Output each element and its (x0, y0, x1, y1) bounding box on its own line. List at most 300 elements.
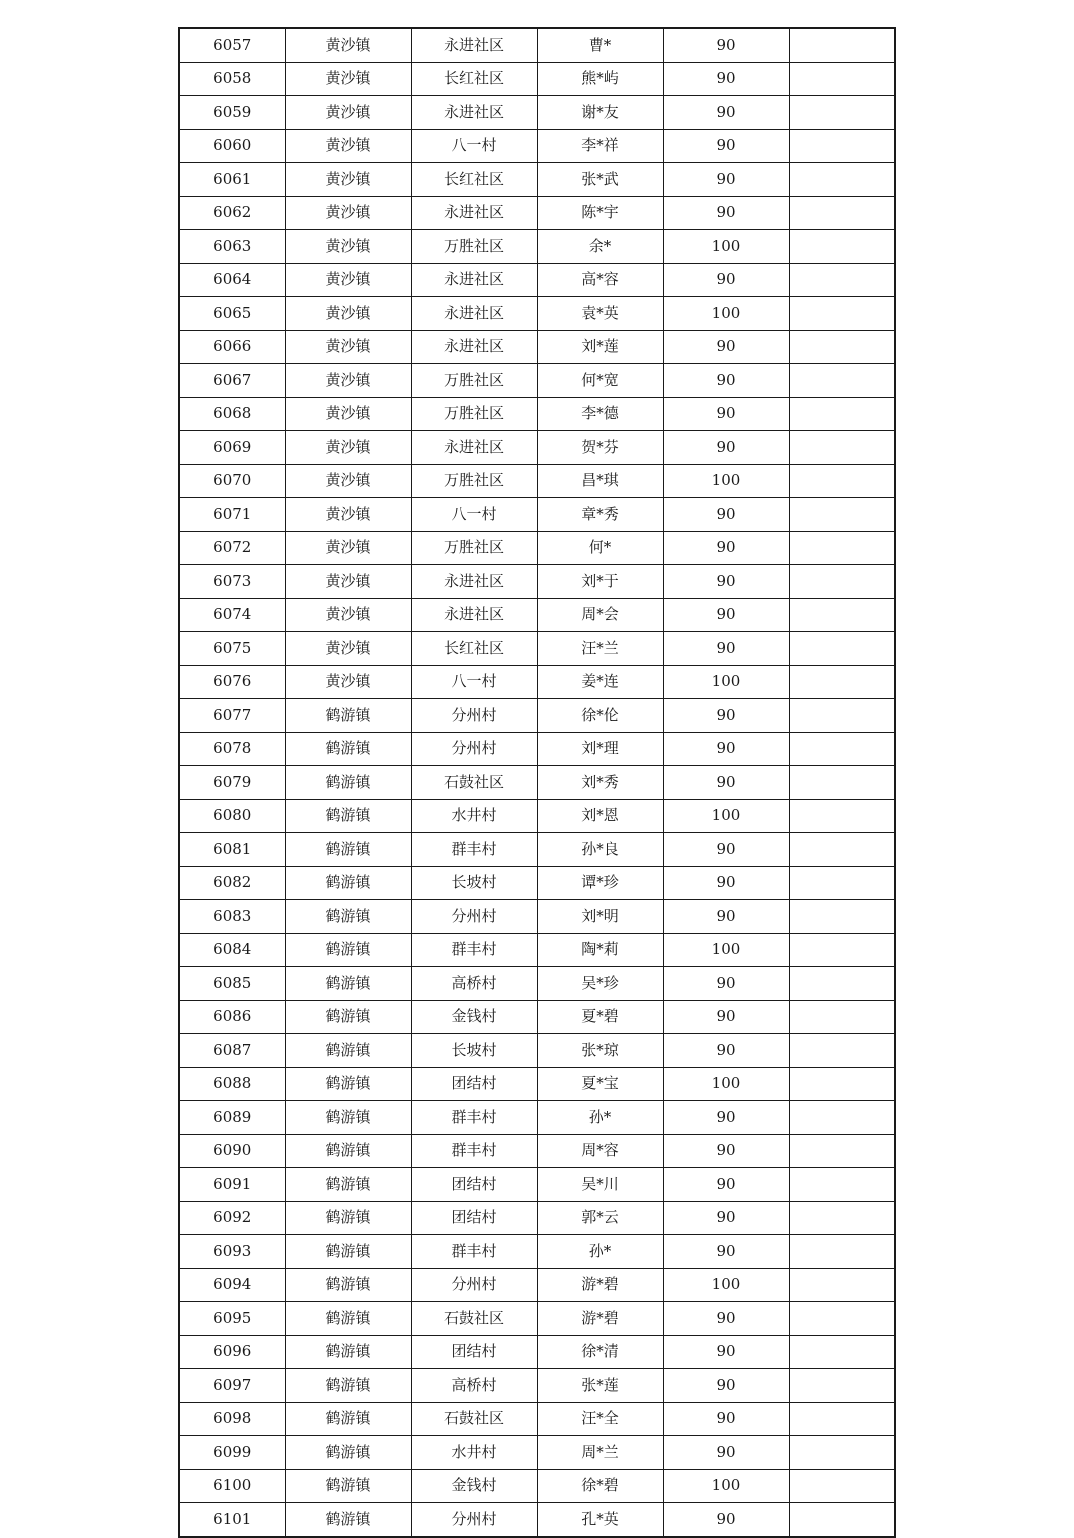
cell-amount: 90 (663, 1168, 789, 1202)
cell-amount: 100 (663, 1469, 789, 1503)
cell-amount: 90 (663, 163, 789, 197)
cell-amount: 100 (663, 665, 789, 699)
cell-town: 黄沙镇 (285, 565, 411, 599)
table-row (179, 866, 895, 900)
table-row (179, 766, 895, 800)
cell-amount: 90 (663, 196, 789, 230)
cell-town: 鹤游镇 (285, 1436, 411, 1470)
cell-remark (789, 933, 895, 967)
table-row (179, 1436, 895, 1470)
cell-village: 长红社区 (411, 632, 537, 666)
cell-remark (789, 866, 895, 900)
cell-name: 孔*英 (537, 1503, 663, 1537)
cell-remark (789, 397, 895, 431)
cell-village: 团结村 (411, 1201, 537, 1235)
cell-remark (789, 297, 895, 331)
cell-village: 长坡村 (411, 1034, 537, 1068)
cell-amount: 90 (663, 833, 789, 867)
table-row (179, 28, 895, 62)
cell-serial-number: 6063 (179, 230, 285, 264)
table-row (179, 967, 895, 1001)
cell-amount: 90 (663, 1302, 789, 1336)
cell-town: 鹤游镇 (285, 866, 411, 900)
cell-village: 高桥村 (411, 1369, 537, 1403)
cell-remark (789, 1436, 895, 1470)
cell-serial-number: 6082 (179, 866, 285, 900)
cell-town: 黄沙镇 (285, 28, 411, 62)
cell-remark (789, 1335, 895, 1369)
cell-remark (789, 62, 895, 96)
cell-serial-number: 6072 (179, 531, 285, 565)
cell-name: 周*兰 (537, 1436, 663, 1470)
cell-remark (789, 96, 895, 130)
cell-amount: 90 (663, 598, 789, 632)
cell-amount: 90 (663, 1235, 789, 1269)
cell-town: 黄沙镇 (285, 632, 411, 666)
cell-amount: 90 (663, 397, 789, 431)
table-row (179, 1034, 895, 1068)
cell-name: 吴*川 (537, 1168, 663, 1202)
cell-serial-number: 6079 (179, 766, 285, 800)
cell-amount: 90 (663, 1000, 789, 1034)
cell-serial-number: 6067 (179, 364, 285, 398)
cell-serial-number: 6065 (179, 297, 285, 331)
table-row (179, 632, 895, 666)
cell-amount: 90 (663, 565, 789, 599)
cell-town: 鹤游镇 (285, 900, 411, 934)
cell-serial-number: 6064 (179, 263, 285, 297)
cell-name: 姜*连 (537, 665, 663, 699)
table-row (179, 1503, 895, 1537)
table-row (179, 1134, 895, 1168)
cell-town: 黄沙镇 (285, 96, 411, 130)
cell-village: 八一村 (411, 129, 537, 163)
cell-amount: 90 (663, 129, 789, 163)
cell-name: 张*琼 (537, 1034, 663, 1068)
cell-remark (789, 665, 895, 699)
cell-town: 黄沙镇 (285, 464, 411, 498)
cell-village: 永进社区 (411, 263, 537, 297)
cell-serial-number: 6101 (179, 1503, 285, 1537)
cell-town: 鹤游镇 (285, 799, 411, 833)
cell-serial-number: 6069 (179, 431, 285, 465)
cell-village: 石鼓社区 (411, 1302, 537, 1336)
cell-amount: 100 (663, 1067, 789, 1101)
cell-amount: 90 (663, 531, 789, 565)
cell-village: 金钱村 (411, 1469, 537, 1503)
cell-remark (789, 598, 895, 632)
cell-town: 黄沙镇 (285, 665, 411, 699)
cell-name: 贺*芬 (537, 431, 663, 465)
cell-remark (789, 1000, 895, 1034)
cell-town: 黄沙镇 (285, 297, 411, 331)
cell-remark (789, 1369, 895, 1403)
cell-remark (789, 699, 895, 733)
cell-remark (789, 900, 895, 934)
cell-name: 李*祥 (537, 129, 663, 163)
cell-amount: 90 (663, 96, 789, 130)
cell-serial-number: 6059 (179, 96, 285, 130)
cell-remark (789, 196, 895, 230)
cell-town: 鹤游镇 (285, 933, 411, 967)
cell-serial-number: 6084 (179, 933, 285, 967)
cell-village: 永进社区 (411, 196, 537, 230)
cell-town: 鹤游镇 (285, 1302, 411, 1336)
table-body (179, 28, 895, 1537)
cell-serial-number: 6060 (179, 129, 285, 163)
cell-town: 鹤游镇 (285, 1402, 411, 1436)
cell-name: 李*德 (537, 397, 663, 431)
cell-serial-number: 6091 (179, 1168, 285, 1202)
cell-remark (789, 1235, 895, 1269)
cell-village: 群丰村 (411, 1235, 537, 1269)
cell-town: 鹤游镇 (285, 699, 411, 733)
cell-name: 徐*清 (537, 1335, 663, 1369)
table-row (179, 1067, 895, 1101)
cell-serial-number: 6100 (179, 1469, 285, 1503)
table-row (179, 297, 895, 331)
cell-town: 鹤游镇 (285, 1268, 411, 1302)
cell-town: 鹤游镇 (285, 967, 411, 1001)
cell-name: 袁*英 (537, 297, 663, 331)
table-row (179, 799, 895, 833)
cell-serial-number: 6094 (179, 1268, 285, 1302)
cell-amount: 90 (663, 1369, 789, 1403)
cell-amount: 90 (663, 967, 789, 1001)
cell-serial-number: 6058 (179, 62, 285, 96)
cell-name: 章*秀 (537, 498, 663, 532)
cell-name: 刘*秀 (537, 766, 663, 800)
cell-village: 永进社区 (411, 330, 537, 364)
cell-remark (789, 1067, 895, 1101)
cell-village: 团结村 (411, 1067, 537, 1101)
cell-serial-number: 6071 (179, 498, 285, 532)
cell-village: 八一村 (411, 498, 537, 532)
cell-name: 曹* (537, 28, 663, 62)
cell-name: 何*宽 (537, 364, 663, 398)
cell-serial-number: 6087 (179, 1034, 285, 1068)
cell-amount: 100 (663, 464, 789, 498)
cell-serial-number: 6081 (179, 833, 285, 867)
table-row (179, 330, 895, 364)
table-row (179, 732, 895, 766)
cell-remark (789, 28, 895, 62)
cell-town: 黄沙镇 (285, 364, 411, 398)
cell-remark (789, 498, 895, 532)
cell-remark (789, 464, 895, 498)
cell-name: 夏*碧 (537, 1000, 663, 1034)
cell-town: 鹤游镇 (285, 1168, 411, 1202)
cell-remark (789, 1503, 895, 1537)
cell-name: 刘*莲 (537, 330, 663, 364)
cell-name: 吴*珍 (537, 967, 663, 1001)
table-row (179, 833, 895, 867)
table-row (179, 196, 895, 230)
cell-name: 陈*宇 (537, 196, 663, 230)
cell-village: 金钱村 (411, 1000, 537, 1034)
cell-town: 鹤游镇 (285, 833, 411, 867)
cell-village: 永进社区 (411, 96, 537, 130)
cell-name: 郭*云 (537, 1201, 663, 1235)
table-row (179, 1469, 895, 1503)
cell-remark (789, 163, 895, 197)
cell-town: 黄沙镇 (285, 163, 411, 197)
cell-name: 陶*莉 (537, 933, 663, 967)
cell-serial-number: 6061 (179, 163, 285, 197)
cell-name: 张*莲 (537, 1369, 663, 1403)
cell-name: 游*碧 (537, 1302, 663, 1336)
cell-town: 鹤游镇 (285, 1101, 411, 1135)
cell-serial-number: 6090 (179, 1134, 285, 1168)
cell-town: 鹤游镇 (285, 732, 411, 766)
table-row (179, 431, 895, 465)
cell-town: 鹤游镇 (285, 1469, 411, 1503)
cell-serial-number: 6083 (179, 900, 285, 934)
cell-village: 万胜社区 (411, 531, 537, 565)
cell-remark (789, 766, 895, 800)
cell-town: 鹤游镇 (285, 1134, 411, 1168)
cell-town: 黄沙镇 (285, 196, 411, 230)
cell-village: 八一村 (411, 665, 537, 699)
cell-name: 刘*理 (537, 732, 663, 766)
cell-name: 刘*明 (537, 900, 663, 934)
cell-village: 永进社区 (411, 431, 537, 465)
cell-amount: 100 (663, 933, 789, 967)
table-row (179, 498, 895, 532)
cell-remark (789, 330, 895, 364)
cell-amount: 90 (663, 62, 789, 96)
data-table (178, 27, 896, 1538)
table-row (179, 1201, 895, 1235)
cell-village: 万胜社区 (411, 230, 537, 264)
table-row (179, 598, 895, 632)
cell-amount: 90 (663, 498, 789, 532)
cell-remark (789, 1201, 895, 1235)
cell-amount: 90 (663, 866, 789, 900)
cell-name: 何* (537, 531, 663, 565)
cell-serial-number: 6099 (179, 1436, 285, 1470)
cell-name: 谢*友 (537, 96, 663, 130)
table-row (179, 1402, 895, 1436)
cell-serial-number: 6096 (179, 1335, 285, 1369)
cell-amount: 90 (663, 431, 789, 465)
cell-remark (789, 1168, 895, 1202)
cell-amount: 90 (663, 1402, 789, 1436)
cell-name: 张*武 (537, 163, 663, 197)
cell-village: 分州村 (411, 732, 537, 766)
cell-name: 汪*全 (537, 1402, 663, 1436)
cell-serial-number: 6095 (179, 1302, 285, 1336)
table-row (179, 96, 895, 130)
cell-name: 徐*碧 (537, 1469, 663, 1503)
cell-name: 孙* (537, 1101, 663, 1135)
cell-name: 游*碧 (537, 1268, 663, 1302)
table-row (179, 1235, 895, 1269)
table-row (179, 1335, 895, 1369)
table-row (179, 933, 895, 967)
cell-village: 高桥村 (411, 967, 537, 1001)
cell-serial-number: 6088 (179, 1067, 285, 1101)
cell-amount: 90 (663, 732, 789, 766)
cell-town: 黄沙镇 (285, 62, 411, 96)
cell-name: 周*容 (537, 1134, 663, 1168)
cell-serial-number: 6085 (179, 967, 285, 1001)
cell-remark (789, 967, 895, 1001)
cell-remark (789, 732, 895, 766)
cell-amount: 90 (663, 632, 789, 666)
cell-amount: 90 (663, 364, 789, 398)
cell-amount: 90 (663, 28, 789, 62)
cell-village: 万胜社区 (411, 464, 537, 498)
cell-remark (789, 799, 895, 833)
cell-amount: 90 (663, 1335, 789, 1369)
cell-serial-number: 6080 (179, 799, 285, 833)
cell-serial-number: 6076 (179, 665, 285, 699)
cell-amount: 90 (663, 699, 789, 733)
cell-serial-number: 6093 (179, 1235, 285, 1269)
table-row (179, 397, 895, 431)
table-row (179, 464, 895, 498)
table-row (179, 230, 895, 264)
table-row (179, 1369, 895, 1403)
cell-town: 黄沙镇 (285, 129, 411, 163)
cell-remark (789, 129, 895, 163)
cell-village: 永进社区 (411, 28, 537, 62)
table-row (179, 1268, 895, 1302)
cell-name: 孙*良 (537, 833, 663, 867)
cell-serial-number: 6097 (179, 1369, 285, 1403)
cell-village: 永进社区 (411, 565, 537, 599)
cell-amount: 90 (663, 1101, 789, 1135)
cell-town: 黄沙镇 (285, 263, 411, 297)
cell-serial-number: 6073 (179, 565, 285, 599)
cell-name: 昌*琪 (537, 464, 663, 498)
table-row (179, 263, 895, 297)
cell-town: 黄沙镇 (285, 397, 411, 431)
cell-serial-number: 6074 (179, 598, 285, 632)
cell-town: 鹤游镇 (285, 1369, 411, 1403)
cell-amount: 100 (663, 1268, 789, 1302)
cell-village: 长红社区 (411, 163, 537, 197)
cell-remark (789, 364, 895, 398)
cell-serial-number: 6070 (179, 464, 285, 498)
cell-serial-number: 6089 (179, 1101, 285, 1135)
cell-town: 鹤游镇 (285, 1034, 411, 1068)
cell-amount: 90 (663, 1201, 789, 1235)
cell-name: 熊*屿 (537, 62, 663, 96)
cell-remark (789, 1268, 895, 1302)
cell-serial-number: 6078 (179, 732, 285, 766)
cell-remark (789, 531, 895, 565)
table-row (179, 62, 895, 96)
cell-town: 黄沙镇 (285, 330, 411, 364)
cell-name: 孙* (537, 1235, 663, 1269)
cell-town: 鹤游镇 (285, 1503, 411, 1537)
cell-remark (789, 565, 895, 599)
cell-name: 刘*于 (537, 565, 663, 599)
table-row (179, 900, 895, 934)
cell-town: 黄沙镇 (285, 498, 411, 532)
cell-village: 分州村 (411, 699, 537, 733)
cell-serial-number: 6086 (179, 1000, 285, 1034)
cell-town: 鹤游镇 (285, 1235, 411, 1269)
cell-amount: 90 (663, 1436, 789, 1470)
cell-amount: 100 (663, 799, 789, 833)
table-row (179, 699, 895, 733)
cell-amount: 90 (663, 263, 789, 297)
cell-serial-number: 6098 (179, 1402, 285, 1436)
table-row (179, 129, 895, 163)
cell-remark (789, 230, 895, 264)
table-row (179, 1302, 895, 1336)
cell-town: 鹤游镇 (285, 766, 411, 800)
cell-village: 石鼓社区 (411, 1402, 537, 1436)
cell-village: 分州村 (411, 1268, 537, 1302)
cell-serial-number: 6066 (179, 330, 285, 364)
cell-remark (789, 1302, 895, 1336)
cell-name: 夏*宝 (537, 1067, 663, 1101)
cell-town: 鹤游镇 (285, 1000, 411, 1034)
cell-name: 汪*兰 (537, 632, 663, 666)
cell-name: 周*会 (537, 598, 663, 632)
cell-town: 黄沙镇 (285, 598, 411, 632)
cell-village: 群丰村 (411, 833, 537, 867)
table-row (179, 1000, 895, 1034)
cell-amount: 100 (663, 230, 789, 264)
cell-village: 万胜社区 (411, 397, 537, 431)
cell-amount: 90 (663, 766, 789, 800)
table-row (179, 163, 895, 197)
cell-remark (789, 1134, 895, 1168)
cell-remark (789, 1101, 895, 1135)
cell-town: 鹤游镇 (285, 1335, 411, 1369)
cell-town: 黄沙镇 (285, 531, 411, 565)
cell-village: 分州村 (411, 1503, 537, 1537)
cell-amount: 90 (663, 1503, 789, 1537)
cell-village: 群丰村 (411, 1134, 537, 1168)
cell-village: 群丰村 (411, 933, 537, 967)
cell-amount: 100 (663, 297, 789, 331)
cell-remark (789, 263, 895, 297)
cell-serial-number: 6068 (179, 397, 285, 431)
cell-amount: 90 (663, 330, 789, 364)
cell-name: 徐*伦 (537, 699, 663, 733)
cell-village: 群丰村 (411, 1101, 537, 1135)
cell-village: 永进社区 (411, 297, 537, 331)
table-row (179, 1101, 895, 1135)
cell-name: 高*容 (537, 263, 663, 297)
table-row (179, 665, 895, 699)
cell-name: 谭*珍 (537, 866, 663, 900)
cell-village: 水井村 (411, 1436, 537, 1470)
cell-village: 长坡村 (411, 866, 537, 900)
cell-remark (789, 431, 895, 465)
table-row (179, 531, 895, 565)
cell-amount: 90 (663, 1034, 789, 1068)
cell-name: 余* (537, 230, 663, 264)
cell-town: 鹤游镇 (285, 1067, 411, 1101)
cell-serial-number: 6075 (179, 632, 285, 666)
cell-village: 团结村 (411, 1168, 537, 1202)
cell-remark (789, 1034, 895, 1068)
cell-town: 鹤游镇 (285, 1201, 411, 1235)
cell-name: 刘*恩 (537, 799, 663, 833)
cell-remark (789, 1402, 895, 1436)
cell-village: 永进社区 (411, 598, 537, 632)
cell-village: 团结村 (411, 1335, 537, 1369)
cell-town: 黄沙镇 (285, 431, 411, 465)
table-row (179, 1168, 895, 1202)
